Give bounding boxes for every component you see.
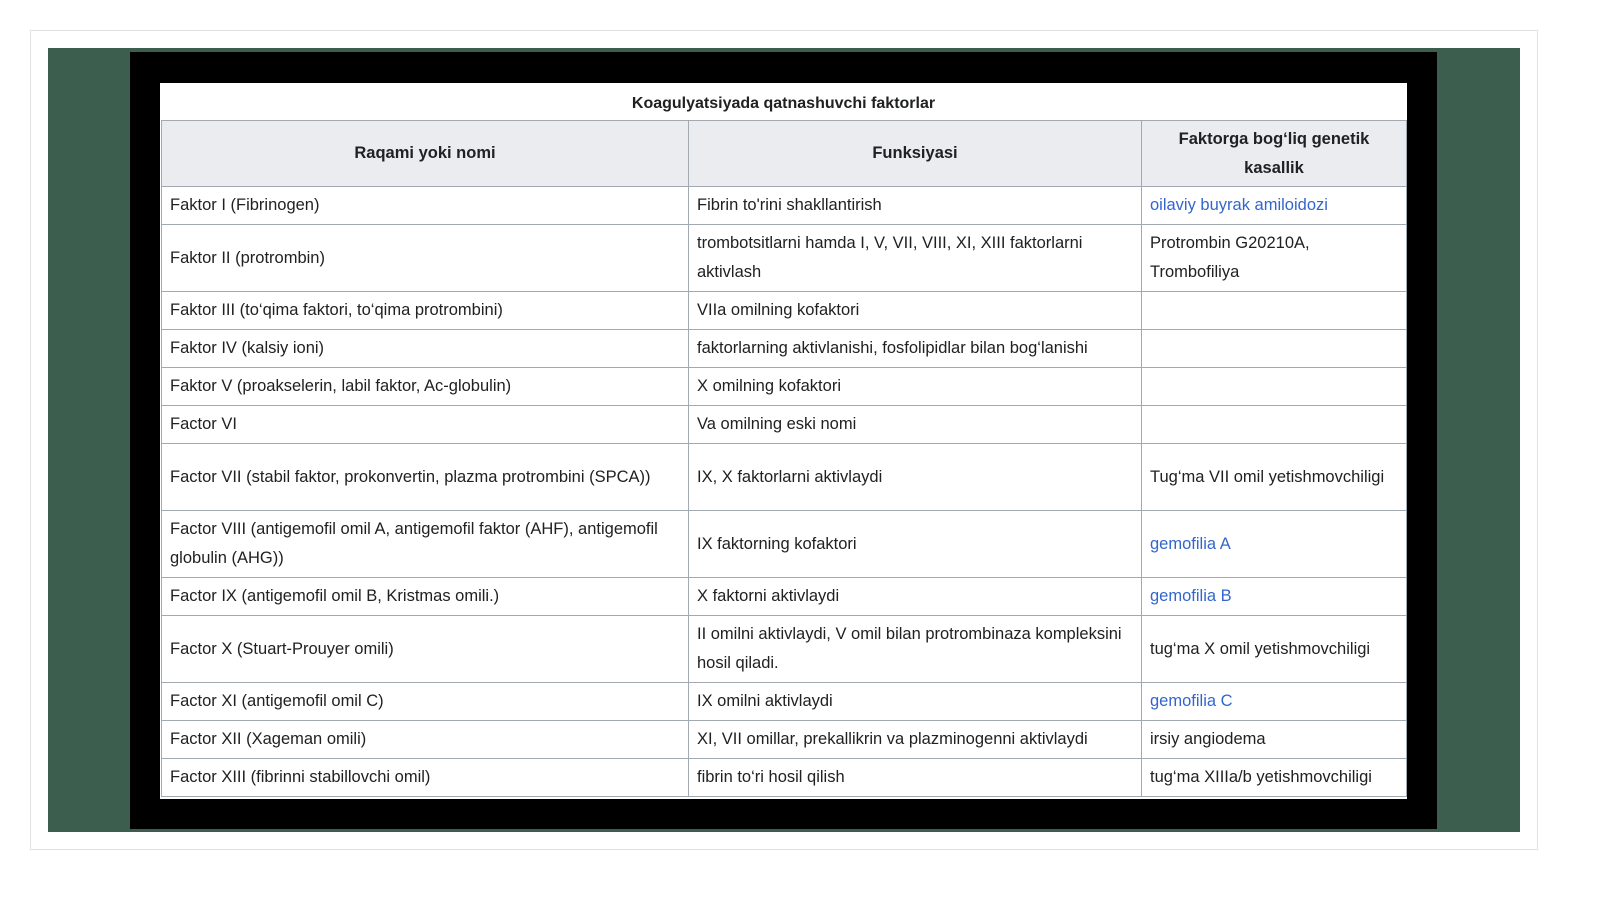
factor-function-cell: IX faktorning kofaktori — [689, 511, 1142, 578]
table-row — [162, 187, 1407, 225]
disease-cell: tug‘ma X omil yetishmovchiligi — [1142, 616, 1407, 683]
table-row — [162, 683, 1407, 721]
table-sheet — [160, 83, 1407, 799]
table-row — [162, 330, 1407, 368]
factor-name-cell: Factor VII (stabil faktor, prokonvertin, plazma protrombini (SPCA)) — [162, 444, 689, 511]
table-row — [162, 225, 1407, 292]
table-caption: Koagulyatsiyada qatnashuvchi faktorlar — [631, 95, 936, 112]
factor-function-cell: Fibrin to'rini shakllantirish — [689, 187, 1142, 225]
disease-cell — [1142, 330, 1407, 368]
disease-cell — [1142, 292, 1407, 330]
factor-function-cell: fibrin to‘ri hosil qilish — [689, 759, 1142, 797]
table-row — [162, 292, 1407, 330]
disease-cell — [1142, 406, 1407, 444]
table-row — [162, 721, 1407, 759]
table-row — [162, 368, 1407, 406]
table-row — [162, 511, 1407, 578]
factor-function-cell: IX, X faktorlarni aktivlaydi — [689, 444, 1142, 511]
coagulation-factors-table — [161, 120, 1407, 797]
factor-function-cell: X omilning kofaktori — [689, 368, 1142, 406]
factor-name-cell: Faktor III (to‘qima faktori, to‘qima protrombini) — [162, 292, 689, 330]
table-row — [162, 406, 1407, 444]
header-function: Funksiyasi — [689, 121, 1142, 187]
table-row — [162, 444, 1407, 511]
factor-name-cell: Faktor IV (kalsiy ioni) — [162, 330, 689, 368]
factor-function-cell: II omilni aktivlaydi, V omil bilan protrombinaza kompleksini hosil qiladi. — [689, 616, 1142, 683]
factor-name-cell: Factor VIII (antigemofil omil A, antigemofil faktor (AHF), antigemofil globulin (AHG)) — [162, 511, 689, 578]
disease-link[interactable]: gemofilia B — [1142, 578, 1407, 616]
table-row — [162, 616, 1407, 683]
factor-name-cell: Factor VI — [162, 406, 689, 444]
header-name: Raqami yoki nomi — [162, 121, 689, 187]
factor-name-cell: Factor IX (antigemofil omil B, Kristmas omili.) — [162, 578, 689, 616]
disease-link[interactable]: gemofilia A — [1142, 511, 1407, 578]
factor-name-cell: Factor XII (Xageman omili) — [162, 721, 689, 759]
table-row — [162, 759, 1407, 797]
factor-function-cell: XI, VII omillar, prekallikrin va plazminogenni aktivlaydi — [689, 721, 1142, 759]
factor-function-cell: faktorlarning aktivlanishi, fosfolipidlar bilan bog‘lanishi — [689, 330, 1142, 368]
factor-name-cell: Factor XIII (fibrinni stabillovchi omil) — [162, 759, 689, 797]
header-row — [162, 121, 1407, 187]
factor-name-cell: Faktor V (proakselerin, labil faktor, Ac-globulin) — [162, 368, 689, 406]
factor-function-cell: IX omilni aktivlaydi — [689, 683, 1142, 721]
disease-cell: Protrombin G20210A, Trombofiliya — [1142, 225, 1407, 292]
disease-link[interactable]: gemofilia C — [1142, 683, 1407, 721]
factor-function-cell: VIIa omilning kofaktori — [689, 292, 1142, 330]
factor-function-cell: Va omilning eski nomi — [689, 406, 1142, 444]
factor-name-cell: Factor XI (antigemofil omil C) — [162, 683, 689, 721]
disease-cell: irsiy angiodema — [1142, 721, 1407, 759]
factor-function-cell: trombotsitlarni hamda I, V, VII, VIII, XI, XIII faktorlarni aktivlash — [689, 225, 1142, 292]
factor-name-cell: Faktor II (protrombin) — [162, 225, 689, 292]
table-row — [162, 578, 1407, 616]
disease-link[interactable]: oilaviy buyrak amiloidozi — [1142, 187, 1407, 225]
header-disease: Faktorga bog‘liq genetik kasallik — [1142, 121, 1407, 187]
disease-cell — [1142, 368, 1407, 406]
factor-function-cell: X faktorni aktivlaydi — [689, 578, 1142, 616]
factor-name-cell: Factor X (Stuart-Prouyer omili) — [162, 616, 689, 683]
disease-cell: tug‘ma XIIIa/b yetishmovchiligi — [1142, 759, 1407, 797]
factor-name-cell: Faktor I (Fibrinogen) — [162, 187, 689, 225]
disease-cell: Tug‘ma VII omil yetishmovchiligi — [1142, 444, 1407, 511]
